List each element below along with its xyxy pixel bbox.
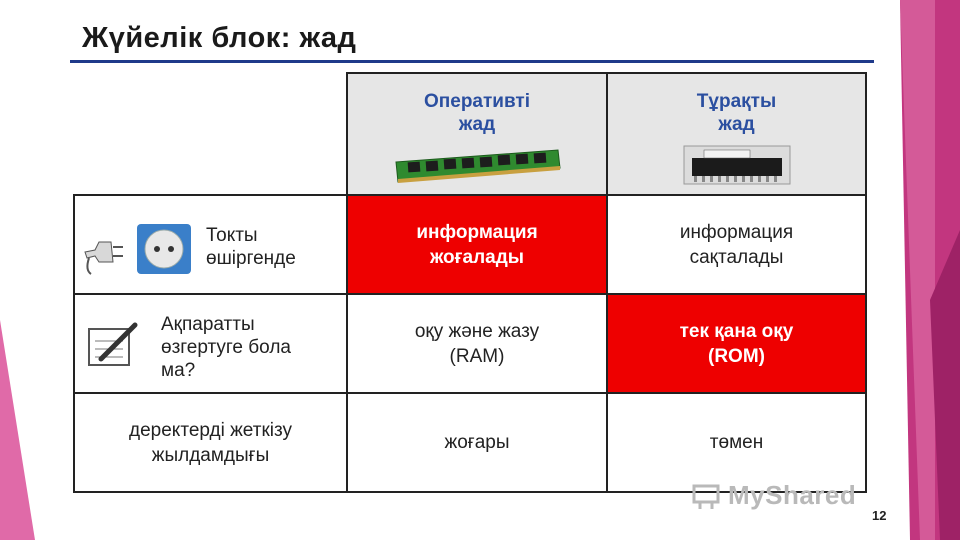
page-number: 12 xyxy=(872,508,887,523)
power-plug-socket-icon xyxy=(81,222,193,276)
watermark: MyShared xyxy=(728,480,857,510)
header-rom xyxy=(607,73,866,195)
row-label-power-off: Токты өшіргенде xyxy=(206,225,296,269)
ram-module-icon xyxy=(392,146,562,186)
cell-rom-modify: тек қана оқу (ROM) xyxy=(607,294,866,393)
memory-comparison-table xyxy=(73,72,867,493)
cell-ram-speed: жоғары xyxy=(347,393,607,492)
cell-rom-speed: төмен xyxy=(607,393,866,492)
table-row xyxy=(74,195,866,294)
row-label-speed: деректерді жеткізу жылдамдығы xyxy=(74,393,347,492)
table-corner xyxy=(74,73,347,195)
header-rom-label: Тұрақты жад xyxy=(696,91,777,135)
header-ram-label: Оперативті жад xyxy=(424,91,530,135)
cell-ram-modify: оқу және жазу (RAM) xyxy=(347,294,607,393)
rom-chip-icon xyxy=(682,144,792,186)
table-row xyxy=(74,294,866,393)
right-decoration xyxy=(900,0,960,540)
row-header-power-off xyxy=(74,195,347,294)
myshared-logo-icon xyxy=(692,484,722,510)
table-row xyxy=(74,393,866,492)
row-header-modify xyxy=(74,294,347,393)
header-row xyxy=(74,73,866,195)
cell-ram-power-off: информация жоғалады xyxy=(347,195,607,294)
header-ram xyxy=(347,73,607,195)
slide-title: Жүйелік блок: жад xyxy=(82,22,357,54)
pen-notepad-icon xyxy=(87,321,139,369)
title-divider xyxy=(70,60,874,63)
cell-rom-power-off: информация сақталады xyxy=(607,195,866,294)
row-label-modify: Ақпаратты өзгертуге бола ма? xyxy=(161,314,291,381)
left-decoration xyxy=(0,300,40,540)
